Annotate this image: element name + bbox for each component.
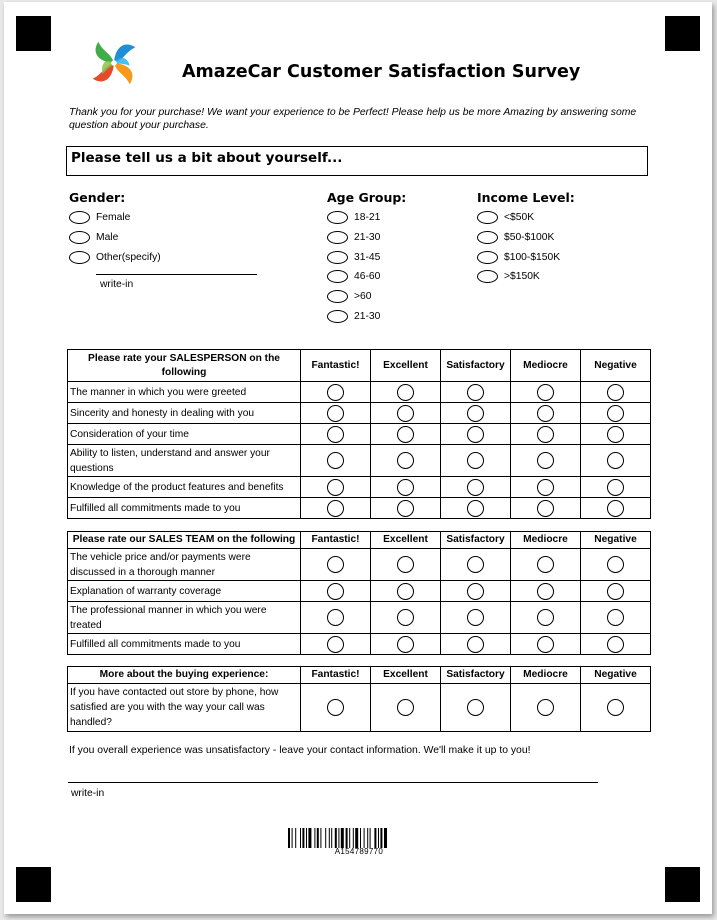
rating-circle[interactable] bbox=[397, 556, 414, 573]
scale-label: Mediocre bbox=[511, 532, 581, 549]
income-label: Income Level: bbox=[477, 190, 575, 205]
age-option[interactable]: 31-45 bbox=[327, 247, 406, 267]
rating-circle[interactable] bbox=[467, 636, 484, 653]
scale-label: Excellent bbox=[371, 532, 441, 549]
age-option[interactable]: 46-60 bbox=[327, 267, 406, 287]
question-text: Fulfilled all commitments made to you bbox=[68, 498, 301, 519]
scale-label: Fantastic! bbox=[301, 667, 371, 684]
radio-oval[interactable] bbox=[327, 290, 348, 303]
rating-circle[interactable] bbox=[607, 556, 624, 573]
rating-circle[interactable] bbox=[537, 556, 554, 573]
table-row bbox=[68, 477, 651, 498]
scale-label: Negative bbox=[581, 667, 651, 684]
scale-label: Negative bbox=[581, 350, 651, 382]
income-option[interactable]: <$50K bbox=[477, 208, 575, 228]
rating-circle[interactable] bbox=[327, 583, 344, 600]
gender-label: Gender: bbox=[69, 190, 126, 205]
rating-circle[interactable] bbox=[467, 583, 484, 600]
rating-circle[interactable] bbox=[537, 583, 554, 600]
rating-circle[interactable] bbox=[537, 452, 554, 469]
income-group bbox=[477, 190, 575, 287]
rating-circle[interactable] bbox=[607, 384, 624, 401]
scale-label: Mediocre bbox=[511, 667, 581, 684]
table-row bbox=[68, 549, 651, 581]
question-text: Ability to listen, understand and answer your questions bbox=[68, 445, 301, 477]
age-option[interactable]: 21-30 bbox=[327, 306, 406, 326]
radio-oval[interactable] bbox=[327, 251, 348, 264]
rating-circle[interactable] bbox=[607, 426, 624, 443]
about-section-heading: Please tell us a bit about yourself... bbox=[66, 146, 648, 176]
scale-label: Satisfactory bbox=[441, 667, 511, 684]
age-option[interactable]: 21-30 bbox=[327, 228, 406, 248]
rating-circle[interactable] bbox=[607, 699, 624, 716]
salesperson-heading: Please rate your SALESPERSON on the following bbox=[68, 350, 301, 382]
rating-circle[interactable] bbox=[537, 500, 554, 517]
question-text: Explanation of warranty coverage bbox=[68, 581, 301, 602]
rating-circle[interactable] bbox=[327, 636, 344, 653]
rating-circle[interactable] bbox=[467, 384, 484, 401]
rating-circle[interactable] bbox=[467, 609, 484, 626]
question-text: If you have contacted out store by phone, how satisfied are you with the way your call was handled? bbox=[68, 684, 301, 732]
radio-oval[interactable] bbox=[327, 270, 348, 283]
barcode-number: A154789770 bbox=[334, 847, 384, 856]
rating-circle[interactable] bbox=[397, 479, 414, 496]
gender-write-in-caption: write-in bbox=[100, 279, 134, 290]
question-text: The vehicle price and/or payments were discussed in a thorough manner bbox=[68, 549, 301, 581]
rating-circle[interactable] bbox=[397, 699, 414, 716]
rating-circle[interactable] bbox=[607, 405, 624, 422]
scale-label: Excellent bbox=[371, 667, 441, 684]
contact-note: If you overall experience was unsatisfactory - leave your contact information. We'll make it up to you! bbox=[69, 745, 531, 756]
rating-circle[interactable] bbox=[397, 500, 414, 517]
rating-circle[interactable] bbox=[607, 500, 624, 517]
table-row bbox=[68, 424, 651, 445]
sales-team-heading: Please rate our SALES TEAM on the following bbox=[68, 532, 301, 549]
gender-option[interactable]: Other(specify) bbox=[69, 247, 161, 267]
rating-circle[interactable] bbox=[537, 699, 554, 716]
table-row bbox=[68, 445, 651, 477]
rating-circle[interactable] bbox=[327, 479, 344, 496]
rating-circle[interactable] bbox=[467, 405, 484, 422]
barcode-icon bbox=[288, 828, 430, 848]
registration-marker-bottom-left bbox=[16, 867, 51, 902]
registration-marker-top-left bbox=[16, 16, 51, 51]
registration-marker-bottom-right bbox=[665, 867, 700, 902]
rating-circle[interactable] bbox=[327, 452, 344, 469]
question-text: The manner in which you were greeted bbox=[68, 382, 301, 403]
survey-title: AmazeCar Customer Satisfaction Survey bbox=[182, 62, 581, 82]
rating-circle[interactable] bbox=[607, 583, 624, 600]
table-row bbox=[68, 602, 651, 634]
rating-circle[interactable] bbox=[537, 426, 554, 443]
rating-circle[interactable] bbox=[537, 609, 554, 626]
buying-heading: More about the buying experience: bbox=[68, 667, 301, 684]
scale-label: Excellent bbox=[371, 350, 441, 382]
sales-team-rating-table bbox=[67, 531, 651, 655]
buying-experience-table bbox=[67, 666, 651, 732]
gender-group bbox=[69, 190, 161, 267]
table-row bbox=[68, 403, 651, 424]
radio-oval[interactable] bbox=[327, 231, 348, 244]
scale-label: Fantastic! bbox=[301, 532, 371, 549]
rating-circle[interactable] bbox=[397, 405, 414, 422]
rating-circle[interactable] bbox=[397, 384, 414, 401]
age-option[interactable]: >60 bbox=[327, 287, 406, 307]
rating-circle[interactable] bbox=[537, 636, 554, 653]
gender-specify-line[interactable] bbox=[96, 274, 257, 275]
table-header-row bbox=[68, 667, 651, 684]
radio-oval[interactable] bbox=[477, 211, 498, 224]
scale-label: Mediocre bbox=[511, 350, 581, 382]
table-header-row bbox=[68, 350, 651, 382]
rating-circle[interactable] bbox=[327, 500, 344, 517]
table-header-row bbox=[68, 532, 651, 549]
rating-circle[interactable] bbox=[327, 384, 344, 401]
radio-oval[interactable] bbox=[477, 270, 498, 283]
rating-circle[interactable] bbox=[397, 426, 414, 443]
rating-circle[interactable] bbox=[537, 384, 554, 401]
rating-circle[interactable] bbox=[397, 583, 414, 600]
table-row bbox=[68, 634, 651, 655]
rating-circle[interactable] bbox=[607, 479, 624, 496]
intro-text: Thank you for your purchase! We want your experience to be Perfect! Please help us be more Amazing by answering some question about your purchase. bbox=[69, 107, 637, 131]
radio-oval[interactable] bbox=[69, 231, 90, 244]
radio-oval[interactable] bbox=[477, 231, 498, 244]
table-row bbox=[68, 498, 651, 519]
company-logo-icon bbox=[86, 35, 142, 91]
rating-circle[interactable] bbox=[327, 556, 344, 573]
rating-circle[interactable] bbox=[467, 699, 484, 716]
rating-circle[interactable] bbox=[607, 609, 624, 626]
rating-circle[interactable] bbox=[397, 609, 414, 626]
contact-write-in-line[interactable] bbox=[68, 782, 598, 783]
income-option[interactable]: $50-$100K bbox=[477, 228, 575, 248]
rating-circle[interactable] bbox=[537, 479, 554, 496]
rating-circle[interactable] bbox=[327, 405, 344, 422]
scale-label: Satisfactory bbox=[441, 350, 511, 382]
income-option[interactable]: $100-$150K bbox=[477, 247, 575, 267]
rating-circle[interactable] bbox=[467, 452, 484, 469]
rating-circle[interactable] bbox=[467, 426, 484, 443]
scale-label: Negative bbox=[581, 532, 651, 549]
rating-circle[interactable] bbox=[327, 426, 344, 443]
table-row bbox=[68, 382, 651, 403]
question-text: The professional manner in which you were treated bbox=[68, 602, 301, 634]
radio-oval[interactable] bbox=[69, 251, 90, 264]
scale-label: Fantastic! bbox=[301, 350, 371, 382]
income-option[interactable]: >$150K bbox=[477, 267, 575, 287]
gender-option[interactable]: Female bbox=[69, 208, 161, 228]
table-row bbox=[68, 581, 651, 602]
radio-oval[interactable] bbox=[477, 251, 498, 264]
registration-marker-top-right bbox=[665, 16, 700, 51]
rating-circle[interactable] bbox=[537, 405, 554, 422]
rating-circle[interactable] bbox=[607, 636, 624, 653]
question-text: Sincerity and honesty in dealing with you bbox=[68, 403, 301, 424]
contact-write-in-caption: write-in bbox=[71, 788, 105, 799]
age-label: Age Group: bbox=[327, 190, 407, 205]
rating-circle[interactable] bbox=[607, 452, 624, 469]
question-text: Consideration of your time bbox=[68, 424, 301, 445]
rating-circle[interactable] bbox=[397, 452, 414, 469]
rating-circle[interactable] bbox=[327, 699, 344, 716]
question-text: Knowledge of the product features and benefits bbox=[68, 477, 301, 498]
rating-circle[interactable] bbox=[467, 500, 484, 517]
rating-circle[interactable] bbox=[397, 636, 414, 653]
scale-label: Satisfactory bbox=[441, 532, 511, 549]
rating-circle[interactable] bbox=[467, 479, 484, 496]
age-group bbox=[327, 190, 406, 326]
table-row bbox=[68, 684, 651, 732]
radio-oval[interactable] bbox=[327, 310, 348, 323]
radio-oval[interactable] bbox=[327, 211, 348, 224]
radio-oval[interactable] bbox=[69, 211, 90, 224]
question-text: Fulfilled all commitments made to you bbox=[68, 634, 301, 655]
survey-sheet bbox=[4, 2, 712, 914]
rating-circle[interactable] bbox=[327, 609, 344, 626]
gender-option[interactable]: Male bbox=[69, 228, 161, 248]
salesperson-rating-table bbox=[67, 349, 651, 519]
rating-circle[interactable] bbox=[467, 556, 484, 573]
age-option[interactable]: 18-21 bbox=[327, 208, 406, 228]
